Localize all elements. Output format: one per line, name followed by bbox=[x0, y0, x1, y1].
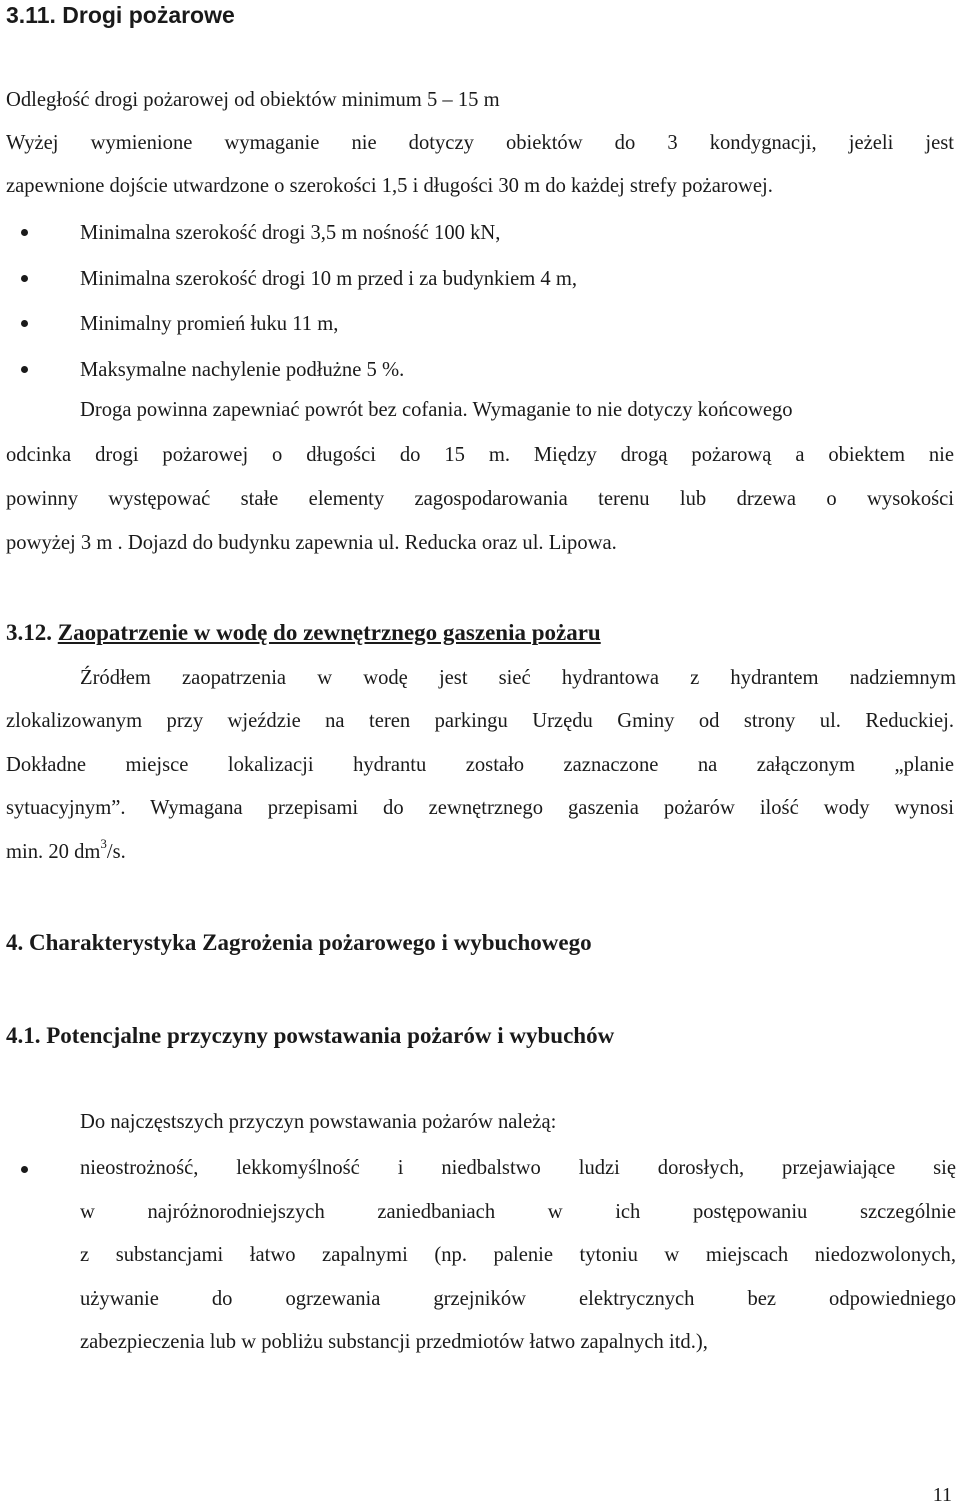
list-item: nieostrożność, lekkomyślność i niedbalstwo ludzi dorosłych, przejawiające się w najróżnorodniejszych zaniedbaniach w ich postępowaniu szczególnie z substancjami łatwo zapalnymi (np. palenie tytoniu w miejscach niedozwolonych, używanie do ogrzewania grzejników elektrycznych bez odpowiedniego zabezpieczenia lub w pobliżu substancji przedmiotów łatwo zapalnych itd.), bbox=[80, 1157, 956, 1354]
list-item: Minimalna szerokość drogi 10 m przed i za budynkiem 4 m, bbox=[0, 257, 577, 303]
paragraph-line: powinny występować stałe elementy zagospodarowania terenu lub drzewa o wysokości bbox=[6, 488, 954, 510]
paragraph-line: min. 20 $dm^3/s$. bbox=[6, 836, 126, 863]
paragraph-line: Do najczęstszych przyczyn powstawania pożarów należą: bbox=[80, 1111, 557, 1133]
paragraph-line: Odległość drogi pożarowej od obiektów minimum 5 – 15 m bbox=[6, 89, 500, 111]
page-number: 11 bbox=[932, 1484, 952, 1506]
heading-3-12: 3.12. Zaopatrzenie w wodę do zewnętrznego gaszenia pożaru bbox=[6, 620, 601, 645]
paragraph-line: powyżej 3 m . Dojazd do budynku zapewnia ul. Reducka oraz ul. Lipowa. bbox=[6, 532, 617, 554]
paragraph-line: Droga powinna zapewniać powrót bez cofania. Wymaganie to nie dotyczy końcowego bbox=[80, 399, 793, 421]
bullet-icon bbox=[21, 1166, 28, 1173]
paragraph-line: Dokładne miejsce lokalizacji hydrantu zostało zaznaczone na załączonym „planie bbox=[6, 754, 954, 776]
heading-3-11: 3.11. Drogi pożarowe bbox=[6, 2, 235, 28]
list-item: Maksymalne nachylenie podłużne 5 %. bbox=[0, 348, 577, 394]
paragraph-line: Źródłem zaopatrzenia w wodę jest sieć hydrantowa z hydrantem nadziemnym bbox=[80, 667, 956, 689]
list-item: Minimalny promień łuku 11 m, bbox=[0, 302, 577, 348]
paragraph-line: zapewnione dojście utwardzone o szerokości 1,5 i długości 30 m do każdej strefy pożarowej. bbox=[6, 175, 773, 197]
bullet-icon bbox=[21, 320, 28, 327]
list-item: Minimalna szerokość drogi 3,5 m nośność 100 kN, bbox=[0, 211, 577, 257]
bullet-icon bbox=[21, 275, 28, 282]
heading-4-1: 4.1. Potencjalne przyczyny powstawania pożarów i wybuchów bbox=[6, 1023, 615, 1048]
paragraph-line: odcinka drogi pożarowej o długości do 15 m. Między drogą pożarową a obiektem nie bbox=[6, 444, 954, 466]
paragraph-line: sytuacyjnym”. Wymagana przepisami do zewnętrznego gaszenia pożarów ilość wody wynosi bbox=[6, 797, 954, 819]
bullet-icon bbox=[21, 229, 28, 236]
bullet-icon bbox=[21, 366, 28, 373]
paragraph-line: zlokalizowanym przy wjeździe na teren parkingu Urzędu Gminy od strony ul. Reduckiej. bbox=[6, 710, 954, 732]
road-requirements-list bbox=[0, 211, 577, 393]
paragraph-line: Wyżej wymienione wymaganie nie dotyczy obiektów do 3 kondygnacji, jeżeli jest bbox=[6, 132, 954, 154]
heading-4: 4. Charakterystyka Zagrożenia pożarowego i wybuchowego bbox=[6, 930, 592, 955]
